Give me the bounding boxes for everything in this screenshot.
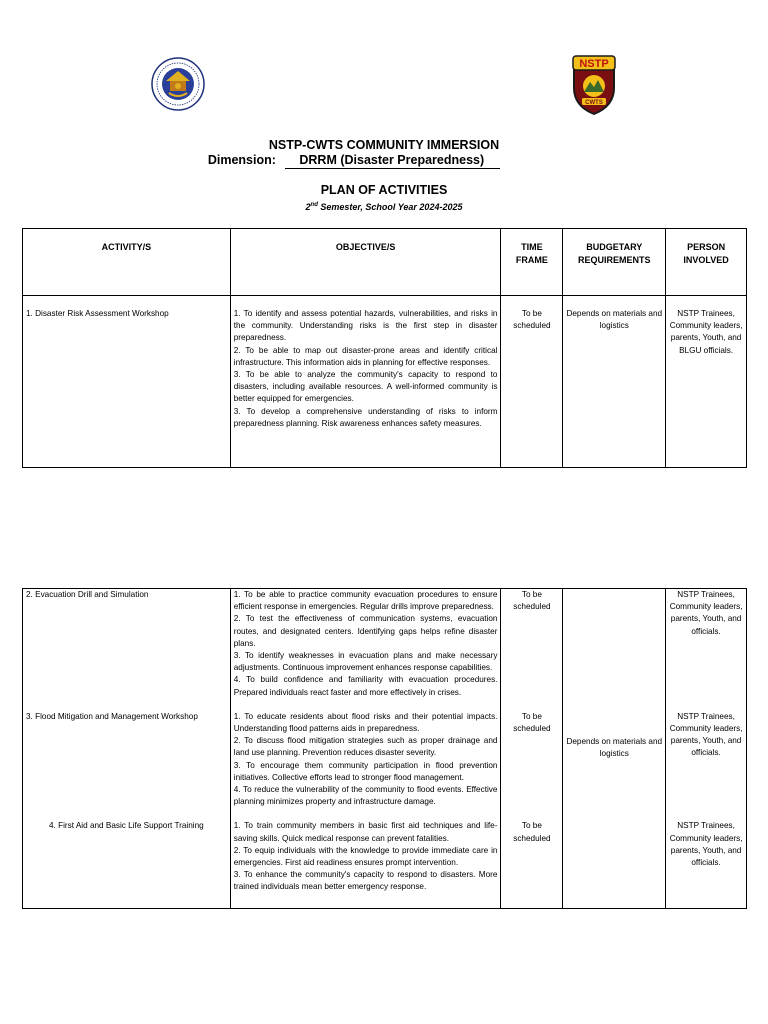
table-row [23, 296, 747, 468]
objective-cell: 1. To train community members in basic first aid techniques and life-saving skills. Quick medical response can prevent fatalities. 2. To equip individuals with the knowledge to provide immediate care in emergencies. First aid readiness ensures prompt intervention. 3. To enhance the community's capacity to respond to disasters. More trained individuals mean better emergency response. [230, 820, 501, 908]
time-frame-cell: To be scheduled [501, 589, 563, 711]
persons-cell: NSTP Trainees, Community leaders, parents, Youth, and officials. [666, 820, 747, 908]
time-frame-cell: To be scheduled [501, 820, 563, 908]
header-persons: PERSON INVOLVED [666, 229, 747, 296]
persons-cell: NSTP Trainees, Community leaders, parents, Youth, and officials. [666, 589, 747, 711]
logo-text-nstp: NSTP [579, 58, 609, 70]
activity-cell: 4. First Aid and Basic Life Support Training [23, 820, 231, 908]
activity-cell: 3. Flood Mitigation and Management Workshop [23, 711, 231, 821]
objective-cell: 1. To be able to practice community evacuation procedures to ensure efficient response in emergencies. Regular drills improve preparedness. 2. To test the effectiveness of communication systems, evacuation routes, and designated centers. Identifying gaps helps refine disaster plans. 3. To identify weaknesses in evacuation plans and make necessary adjustments. Continuous improvement enhances response capabilities. 4. To build confidence and familiarity with evacuation procedures. Prepared individuals react faster and more effectively in crises. [230, 589, 501, 711]
document-title: NSTP-CWTS COMMUNITY IMMERSION [268, 138, 500, 152]
time-frame-cell: To be scheduled [501, 296, 563, 468]
university-seal-logo [151, 57, 205, 111]
plan-table-part-2 [22, 588, 747, 909]
objective-cell: 1. To identify and assess potential hazards, vulnerabilities, and risks in the community. Understanding risks is the first step in disaster preparedness. 2. To be able to map out disaster-prone areas and identify critical infrastructure. This information aids in planning for effective responses. 3. To be able to analyze the community's capacity to respond to disasters, including available resources. A well-informed community is better equipped for emergencies. 3. To develop a comprehensive understanding of risks to inform preparedness planning. Risk awareness enhances safety measures. [230, 296, 501, 468]
header-budget: BUDGETARY REQUIREMENTS [563, 229, 666, 296]
nstp-cwts-shield-logo [570, 54, 618, 116]
dimension-line [0, 152, 768, 169]
plan-title: PLAN OF ACTIVITIES [320, 183, 448, 197]
header-objective: OBJECTIVE/S [230, 229, 501, 296]
document-header [0, 138, 768, 213]
header-time-frame: TIME FRAME [501, 229, 563, 296]
plan-table-part-1 [22, 228, 747, 468]
budget-cell-merged: Depends on materials and logistics [563, 589, 666, 909]
objective-cell: 1. To educate residents about flood risks and their potential impacts. Understanding flood patterns aids in preparedness. 2. To discuss flood mitigation strategies such as proper drainage and land use planning. Prevention reduces disaster severity. 3. To encourage them community participation in flood prevention initiatives. Collective efforts lead to stronger flood management. 4. To reduce the vulnerability of the community to flood events. Effective planning minimizes property and infrastructure damage. [230, 711, 501, 821]
dimension-value: DRRM (Disaster Preparedness) [285, 152, 500, 169]
table-row [23, 589, 747, 711]
budget-cell: Depends on materials and logistics [563, 296, 666, 468]
dimension-label: Dimension: [207, 153, 276, 167]
persons-cell: NSTP Trainees, Community leaders, parents, Youth, and officials. [666, 711, 747, 821]
header-activity: ACTIVITY/S [23, 229, 231, 296]
activity-cell: 1. Disaster Risk Assessment Workshop [23, 296, 231, 468]
time-frame-cell: To be scheduled [501, 711, 563, 821]
logo-text-cwts: CWTS [585, 100, 603, 106]
table-header-row [23, 229, 747, 296]
activity-cell: 2. Evacuation Drill and Simulation [23, 589, 231, 711]
semester-line: 2nd Semester, School Year 2024-2025 [305, 202, 463, 212]
persons-cell: NSTP Trainees, Community leaders, parents, Youth, and BLGU officials. [666, 296, 747, 468]
